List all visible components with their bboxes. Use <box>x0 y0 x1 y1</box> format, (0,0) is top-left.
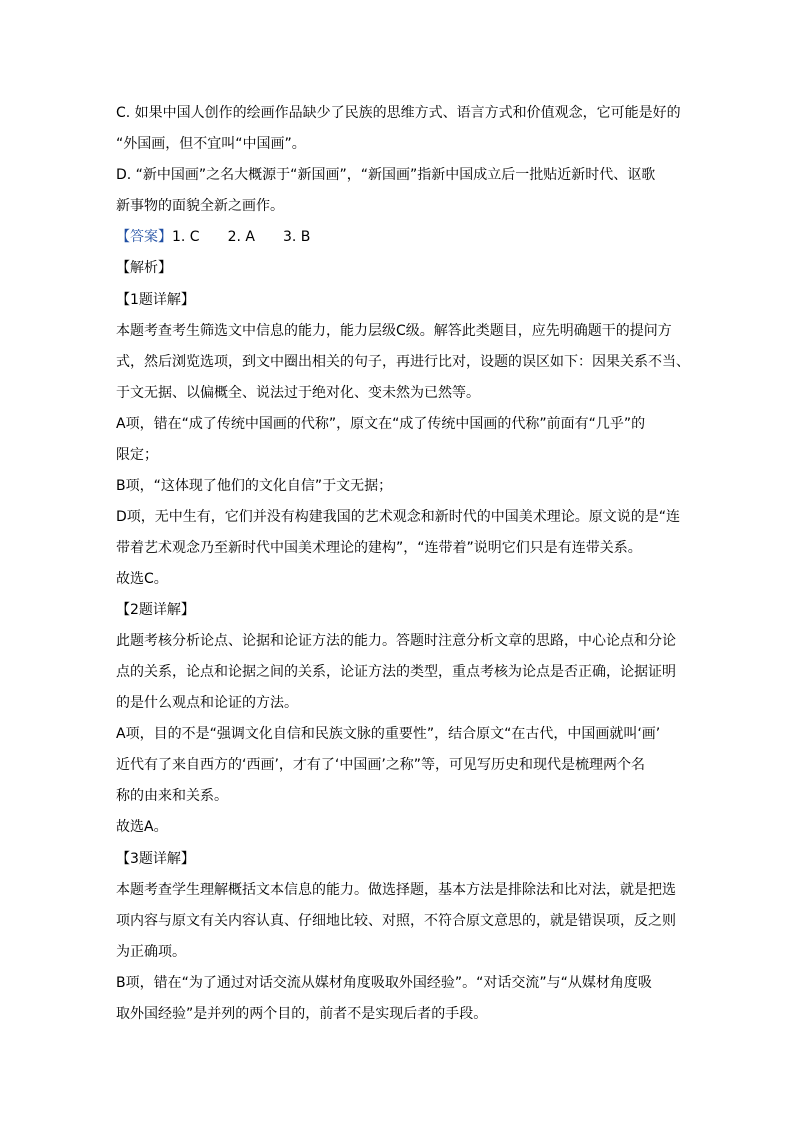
answer-1: 1. C <box>172 229 200 245</box>
q3-b-line-1: B项，错在“为了通过对话交流从媒材角度吸取外国经验”。“对话交流”与“从媒材角度吸 <box>116 975 652 991</box>
q1-a-line-1: A项，错在“成了传统中国画的代称”，原文在“成了传统中国画的代称”前面有“几乎”的 <box>116 416 646 432</box>
q3-heading: 【3题详解】 <box>116 851 195 867</box>
q1-a-line-2: 限定； <box>116 447 158 463</box>
q2-a-line-2: 近代有了来自西方的‘西画’，才有了‘中国画’之称”等，可见写历史和现代是梳理两个名 <box>116 757 646 773</box>
option-d-line-1: D. “新中国画”之名大概源于“新国画”，“新国画”指新中国成立后一批贴近新时代、讴歌 <box>116 167 656 183</box>
q2-line-1: 此题考核分析论点、论据和论证方法的能力。答题时注意分析文章的思路，中心论点和分论 <box>116 633 676 649</box>
option-c-line-2: “外国画，但不宜叫“中国画”。 <box>116 136 306 152</box>
q3-line-1: 本题考查学生理解概括文本信息的能力。做选择题，基本方法是排除法和比对法，就是把选 <box>116 882 676 898</box>
answer-3: 3. B <box>282 229 311 245</box>
q1-d-line-2: 带着艺术观念乃至新时代中国美术理论的建构”，“连带着”说明它们只是有连带关系。 <box>116 540 642 556</box>
q2-line-2: 点的关系，论点和论据之间的关系，论证方法的类型，重点考核为论点是否正确，论据证明 <box>116 664 676 680</box>
q3-line-3: 为正确项。 <box>116 944 186 960</box>
q1-choice: 故选C。 <box>116 571 168 587</box>
option-c-line-1: C. 如果中国人创作的绘画作品缺少了民族的思维方式、语言方式和价值观念，它可能是好的 <box>116 105 681 121</box>
q3-line-2: 项内容与原文有关内容认真、仔细地比较、对照，不符合原文意思的，就是错误项，反之则 <box>116 913 676 929</box>
option-d-line-2: 新事物的面貌全新之画作。 <box>116 198 284 214</box>
analysis-heading: 【解析】 <box>116 260 172 276</box>
q2-choice: 故选A。 <box>116 819 168 835</box>
q2-a-line-1: A项，目的不是“强调文化自信和民族文脉的重要性”，结合原文“在古代，中国画就叫‘画’ <box>116 726 661 742</box>
answer-line <box>116 227 310 247</box>
q1-d-line-1: D项，无中生有，它们并没有构建我国的艺术观念和新时代的中国美术理论。原文说的是“连 <box>116 509 681 525</box>
q2-a-line-3: 称的由来和关系。 <box>116 788 228 804</box>
q1-b-line: B项，“这体现了他们的文化自信”于文无据； <box>116 478 393 494</box>
q3-b-line-2: 取外国经验”是并列的两个目的，前者不是实现后者的手段。 <box>116 1006 488 1022</box>
q1-line-2: 式，然后浏览选项，到文中圈出相关的句子，再进行比对，设题的误区如下：因果关系不当、 <box>116 354 690 370</box>
q2-line-3: 的是什么观点和论证的方法。 <box>116 695 298 711</box>
answer-label: 【答案】 <box>116 229 172 245</box>
q1-line-1: 本题考查考生筛选文中信息的能力，能力层级C级。解答此类题目，应先明确题干的提问方 <box>116 323 672 339</box>
q1-line-3: 于文无据、以偏概全、说法过于绝对化、变未然为已然等。 <box>116 385 480 401</box>
q1-heading: 【1题详解】 <box>116 292 195 308</box>
q2-heading: 【2题详解】 <box>116 602 195 618</box>
answer-2: 2. A <box>227 229 255 245</box>
